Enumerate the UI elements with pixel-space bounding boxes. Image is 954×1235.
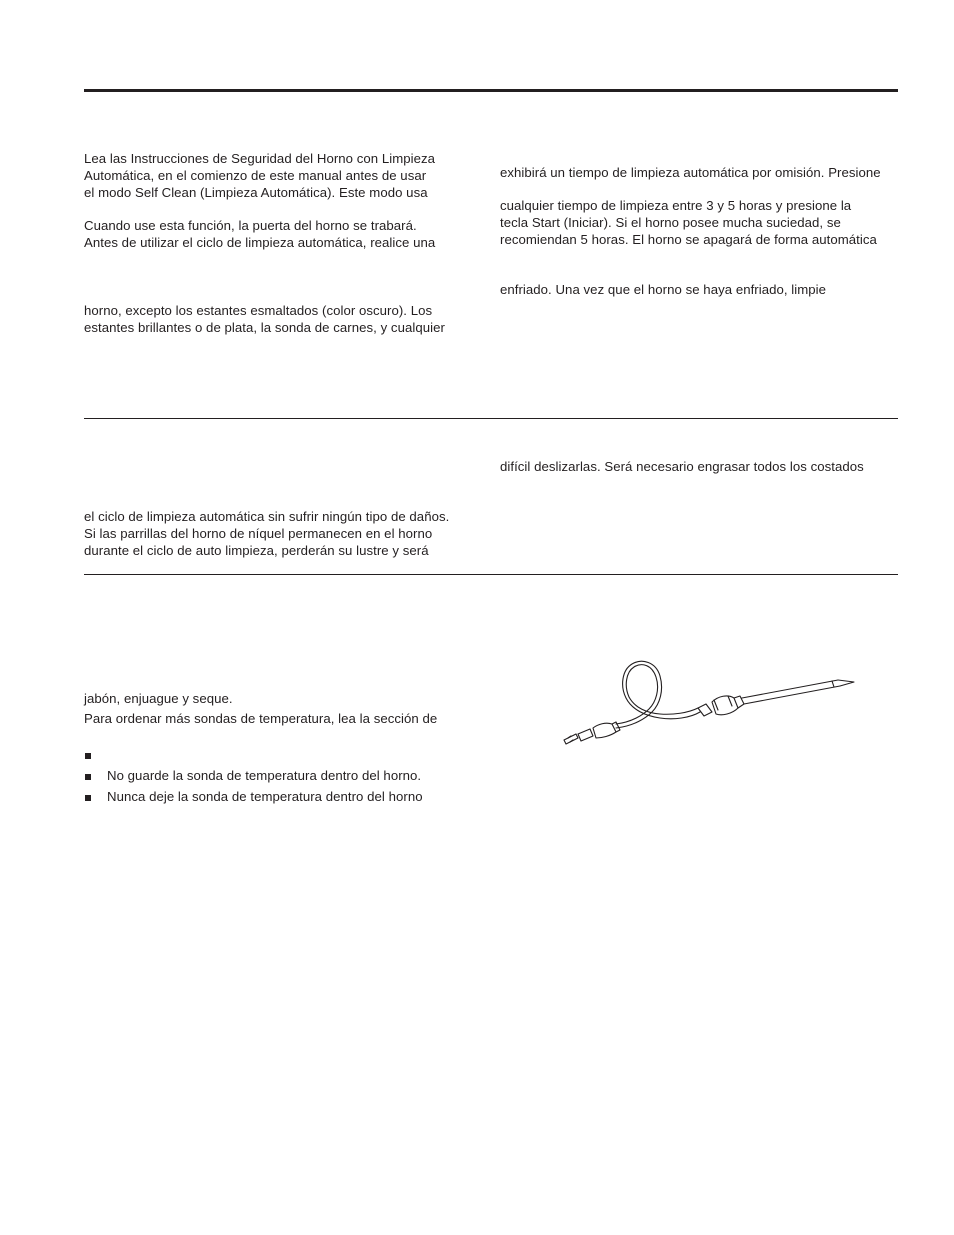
bullet-marker	[85, 774, 91, 780]
section-divider-1	[84, 418, 898, 419]
paragraph-line: Cuando use esta función, la puerta del horno se trabará.	[84, 218, 417, 233]
top-rule	[84, 89, 898, 92]
paragraph-line: durante el ciclo de auto limpieza, perderán su lustre y será	[84, 543, 429, 558]
paragraph-line: estantes brillantes o de plata, la sonda de carnes, y cualquier	[84, 320, 445, 335]
bullet-marker	[85, 753, 91, 759]
bullet-text: Nunca deje la sonda de temperatura dentro del horno	[107, 789, 423, 804]
paragraph-line: exhibirá un tiempo de limpieza automática por omisión. Presione	[500, 165, 881, 180]
paragraph-line: el ciclo de limpieza automática sin sufrir ningún tipo de daños.	[84, 509, 450, 524]
bullet-text: No guarde la sonda de temperatura dentro del horno.	[107, 768, 422, 783]
temperature-probe-icon	[556, 652, 860, 752]
paragraph-line: enfriado. Una vez que el horno se haya enfriado, limpie	[500, 282, 827, 297]
paragraph-line: tecla Start (Iniciar). Si el horno posee mucha suciedad, se	[500, 215, 841, 230]
paragraph-line: Si las parrillas del horno de níquel permanecen en el horno	[84, 526, 433, 541]
paragraph-line: jabón, enjuague y seque.	[84, 691, 233, 706]
paragraph-line: Antes de utilizar el ciclo de limpieza automática, realice una	[84, 235, 436, 250]
paragraph-line: difícil deslizarlas. Será necesario engrasar todos los costados	[500, 459, 864, 474]
paragraph-line: el modo Self Clean (Limpieza Automática). Este modo usa	[84, 185, 428, 200]
paragraph-line: Para ordenar más sondas de temperatura, lea la sección de	[84, 711, 438, 726]
paragraph-line: recomiendan 5 horas. El horno se apagará de forma automática	[500, 232, 877, 247]
paragraph-line: Lea las Instrucciones de Seguridad del Horno con Limpieza	[84, 151, 436, 166]
paragraph-line: cualquier tiempo de limpieza entre 3 y 5 horas y presione la	[500, 198, 852, 213]
section-divider-2	[84, 574, 898, 575]
bullet-marker	[85, 795, 91, 801]
paragraph-line: Automática, en el comienzo de este manual antes de usar	[84, 168, 427, 183]
paragraph-line: horno, excepto los estantes esmaltados (color oscuro). Los	[84, 303, 433, 318]
